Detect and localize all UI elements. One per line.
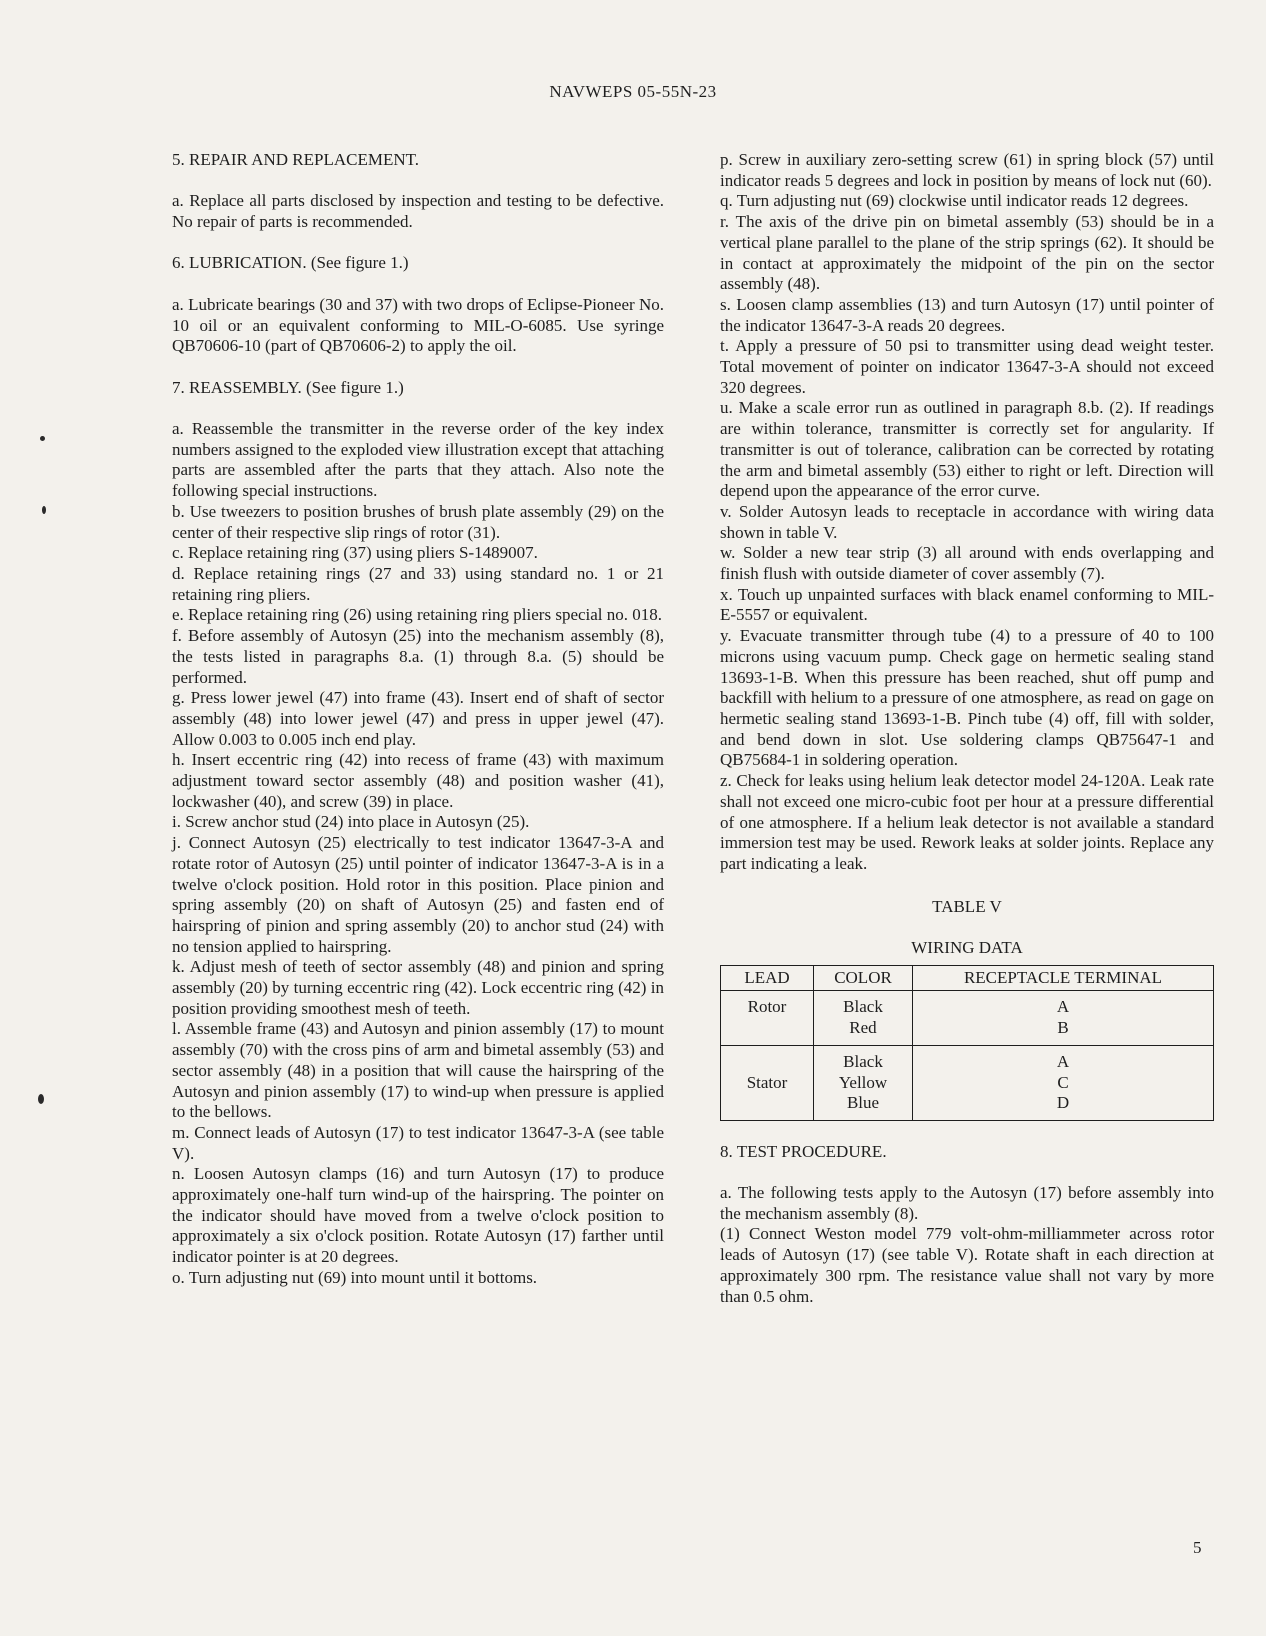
table-header-row bbox=[721, 965, 1214, 991]
wiring-data-table bbox=[720, 965, 1214, 1121]
terminal-value: A bbox=[1056, 997, 1070, 1017]
color-value: Yellow bbox=[838, 1072, 888, 1092]
column-header-color: COLOR bbox=[814, 965, 913, 991]
paragraph-7k: k. Adjust mesh of teeth of sector assembly (48) and pinion and spring assembly (20) by turning eccentric ring (42). Lock eccentric ring (42) in position providing smoothest mesh of teeth. bbox=[172, 957, 664, 1018]
paragraph-6a: a. Lubricate bearings (30 and 37) with two drops of Eclipse-Pioneer No. 10 oil or an equivalent conforming to MIL-O-6085. Use syringe QB70606-10 (part of QB70606-2) to apply the oil. bbox=[172, 294, 664, 356]
paragraph-7f: f. Before assembly of Autosyn (25) into the mechanism assembly (8), the tests listed in paragraphs 8.a. (1) through 8.a. (5) should be performed. bbox=[172, 626, 664, 687]
paragraph-7w: w. Solder a new tear strip (3) all around with ends overlapping and finish flush with outside diameter of cover assembly (7). bbox=[720, 543, 1214, 584]
paragraph-7j: j. Connect Autosyn (25) electrically to test indicator 13647-3-A and rotate rotor of Autosyn (25) until pointer of indicator 13647-3-A is in a twelve o'clock position. Hold rotor in this position. Place pinion and spring assembly (20) on shaft of Autosyn (25) and fasten end of hairspring of pinion and spring assembly (20) to anchor stud (24) with no tension applied to hairspring. bbox=[172, 833, 664, 956]
table-title: TABLE V bbox=[932, 896, 1002, 916]
terminal-value: D bbox=[1056, 1093, 1070, 1113]
column-header-lead: LEAD bbox=[721, 965, 814, 991]
lead-cell: Stator bbox=[721, 1045, 814, 1120]
paragraph-8a1: (1) Connect Weston model 779 volt-ohm-milliammeter across rotor leads of Autosyn (17) (see table V). Rotate shaft in each direction at approximately 300 rpm. The resistance value shall not vary by more than 0.5 ohm. bbox=[720, 1224, 1214, 1306]
color-value: Black bbox=[843, 1051, 883, 1071]
paragraph-7n: n. Loosen Autosyn clamps (16) and turn Autosyn (17) to produce approximately one-half turn wind-up of the hairspring. The pointer on the indicator should have moved from a twelve o'clock position to approximately a six o'clock position. Rotate Autosyn (17) farther until indicator pointer is at 20 degrees. bbox=[172, 1164, 664, 1267]
paragraph-7p: p. Screw in auxiliary zero-setting screw (61) in spring block (57) until indicator reads 5 degrees and lock in position by means of lock nut (60). bbox=[720, 150, 1214, 190]
table-row bbox=[721, 991, 1214, 1045]
paragraph-7d: d. Replace retaining rings (27 and 33) using standard no. 1 or 21 retaining ring pliers. bbox=[172, 563, 664, 604]
left-column bbox=[172, 150, 664, 1289]
paragraph-7b: b. Use tweezers to position brushes of brush plate assembly (29) on the center of their respective slip rings of rotor (31). bbox=[172, 501, 664, 542]
paragraph-7y: y. Evacuate transmitter through tube (4) to a pressure of 40 to 100 microns using vacuum pump. Check gage on hermetic sealing stand 13693-1-B. When this pressure has been reached, shut off pump and backfill with helium to a pressure of one atmosphere, as read on gage on hermetic sealing stand 13693-1-B. Pinch tube (4) off, fill with solder, and bend down in slot. Use soldering clamps QB75647-1 and QB75684-1 in soldering operation. bbox=[720, 626, 1214, 770]
table-subtitle: WIRING DATA bbox=[911, 938, 1023, 957]
color-value: Blue bbox=[846, 1093, 880, 1113]
paragraph-7r: r. The axis of the drive pin on bimetal assembly (53) should be in a vertical plane parallel to the plane of the strip springs (62). It should be in contact at approximately the midpoint of the pin on the sector assembly (48). bbox=[720, 212, 1214, 294]
column-header-receptacle-terminal: RECEPTACLE TERMINAL bbox=[913, 965, 1214, 991]
paragraph-7g: g. Press lower jewel (47) into frame (43). Insert end of shaft of sector assembly (48) into lower jewel (47) and press in upper jewel (47). Allow 0.003 to 0.005 inch end play. bbox=[172, 688, 664, 749]
lead-cell: Rotor bbox=[721, 991, 814, 1045]
paragraph-7t: t. Apply a pressure of 50 psi to transmitter using dead weight tester. Total movement of pointer on indicator 13647-3-A should not exceed 320 degrees. bbox=[720, 336, 1214, 397]
paragraph-7x: x. Touch up unpainted surfaces with black enamel conforming to MIL-E-5557 or equivalent. bbox=[720, 584, 1214, 625]
section-7-heading: 7. REASSEMBLY. (See figure 1.) bbox=[172, 377, 404, 397]
section-6-heading: 6. LUBRICATION. (See figure 1.) bbox=[172, 253, 409, 273]
color-cell bbox=[814, 991, 913, 1045]
scan-speck bbox=[38, 1094, 44, 1104]
color-value: Black bbox=[843, 997, 883, 1017]
table-row bbox=[721, 1045, 1214, 1120]
paragraph-7l: l. Assemble frame (43) and Autosyn and pinion assembly (17) to mount assembly (70) with the cross pins of arm and bimetal assembly (53) and sector assembly (48) in a position that will cause the hairspring of the Autosyn and pinion assembly (17) to wind-up when pressure is applied to the bellows. bbox=[172, 1019, 664, 1122]
terminal-value: A bbox=[1056, 1051, 1070, 1071]
paragraph-8a: a. The following tests apply to the Autosyn (17) before assembly into the mechanism assembly (8). bbox=[720, 1183, 1214, 1223]
scan-speck bbox=[40, 436, 45, 441]
paragraph-5a: a. Replace all parts disclosed by inspection and testing to be defective. No repair of parts is recommended. bbox=[172, 191, 664, 232]
section-8-heading: 8. TEST PROCEDURE. bbox=[720, 1141, 887, 1161]
color-cell bbox=[814, 1045, 913, 1120]
section-5-heading: 5. REPAIR AND REPLACEMENT. bbox=[172, 150, 419, 169]
terminal-value: B bbox=[1057, 1018, 1069, 1038]
paragraph-7q: q. Turn adjusting nut (69) clockwise until indicator reads 12 degrees. bbox=[720, 191, 1189, 211]
paragraph-7o: o. Turn adjusting nut (69) into mount until it bottoms. bbox=[172, 1267, 538, 1287]
paragraph-7a: a. Reassemble the transmitter in the reverse order of the key index numbers assigned to the exploded view illustration except that attaching parts are assembled after the parts that they attach. Also note the following special instructions. bbox=[172, 419, 664, 501]
terminal-value: C bbox=[1057, 1072, 1069, 1092]
paragraph-7z: z. Check for leaks using helium leak detector model 24-120A. Leak rate shall not exceed one micro-cubic foot per hour at a pressure differential of one atmosphere. If a helium leak detector is not available a standard immersion test may be used. Rework leaks at solder joints. Replace any part indicating a leak. bbox=[720, 771, 1214, 873]
right-column bbox=[720, 150, 1214, 1307]
terminal-cell bbox=[913, 991, 1214, 1045]
paragraph-7c: c. Replace retaining ring (37) using pliers S-1489007. bbox=[172, 543, 538, 563]
paragraph-7v: v. Solder Autosyn leads to receptacle in accordance with wiring data shown in table V. bbox=[720, 501, 1214, 542]
terminal-cell bbox=[913, 1045, 1214, 1120]
color-value: Red bbox=[849, 1018, 877, 1038]
scan-speck bbox=[42, 506, 46, 514]
paragraph-7s: s. Loosen clamp assemblies (13) and turn Autosyn (17) until pointer of the indicator 13647-3-A reads 20 degrees. bbox=[720, 294, 1214, 335]
paragraph-7e: e. Replace retaining ring (26) using retaining ring pliers special no. 018. bbox=[172, 605, 663, 625]
page-number: 5 bbox=[1193, 1538, 1202, 1557]
paragraph-7m: m. Connect leads of Autosyn (17) to test indicator 13647-3-A (see table V). bbox=[172, 1122, 664, 1163]
paragraph-7u: u. Make a scale error run as outlined in paragraph 8.b. (2). If readings are within tolerance, transmitter is correctly set for angularity. If transmitter is out of tolerance, calibration can be corrected by rotating the arm and bimetal assembly (53) either to right or left. Direction will depend upon the appearance of the error curve. bbox=[720, 398, 1214, 501]
paragraph-7i: i. Screw anchor stud (24) into place in Autosyn (25). bbox=[172, 812, 530, 832]
document-header: NAVWEPS 05-55N-23 bbox=[549, 82, 717, 101]
paragraph-7h: h. Insert eccentric ring (42) into recess of frame (43) with maximum adjustment toward sector assembly (48) and position washer (41), lockwasher (40), and screw (39) in place. bbox=[172, 750, 664, 811]
